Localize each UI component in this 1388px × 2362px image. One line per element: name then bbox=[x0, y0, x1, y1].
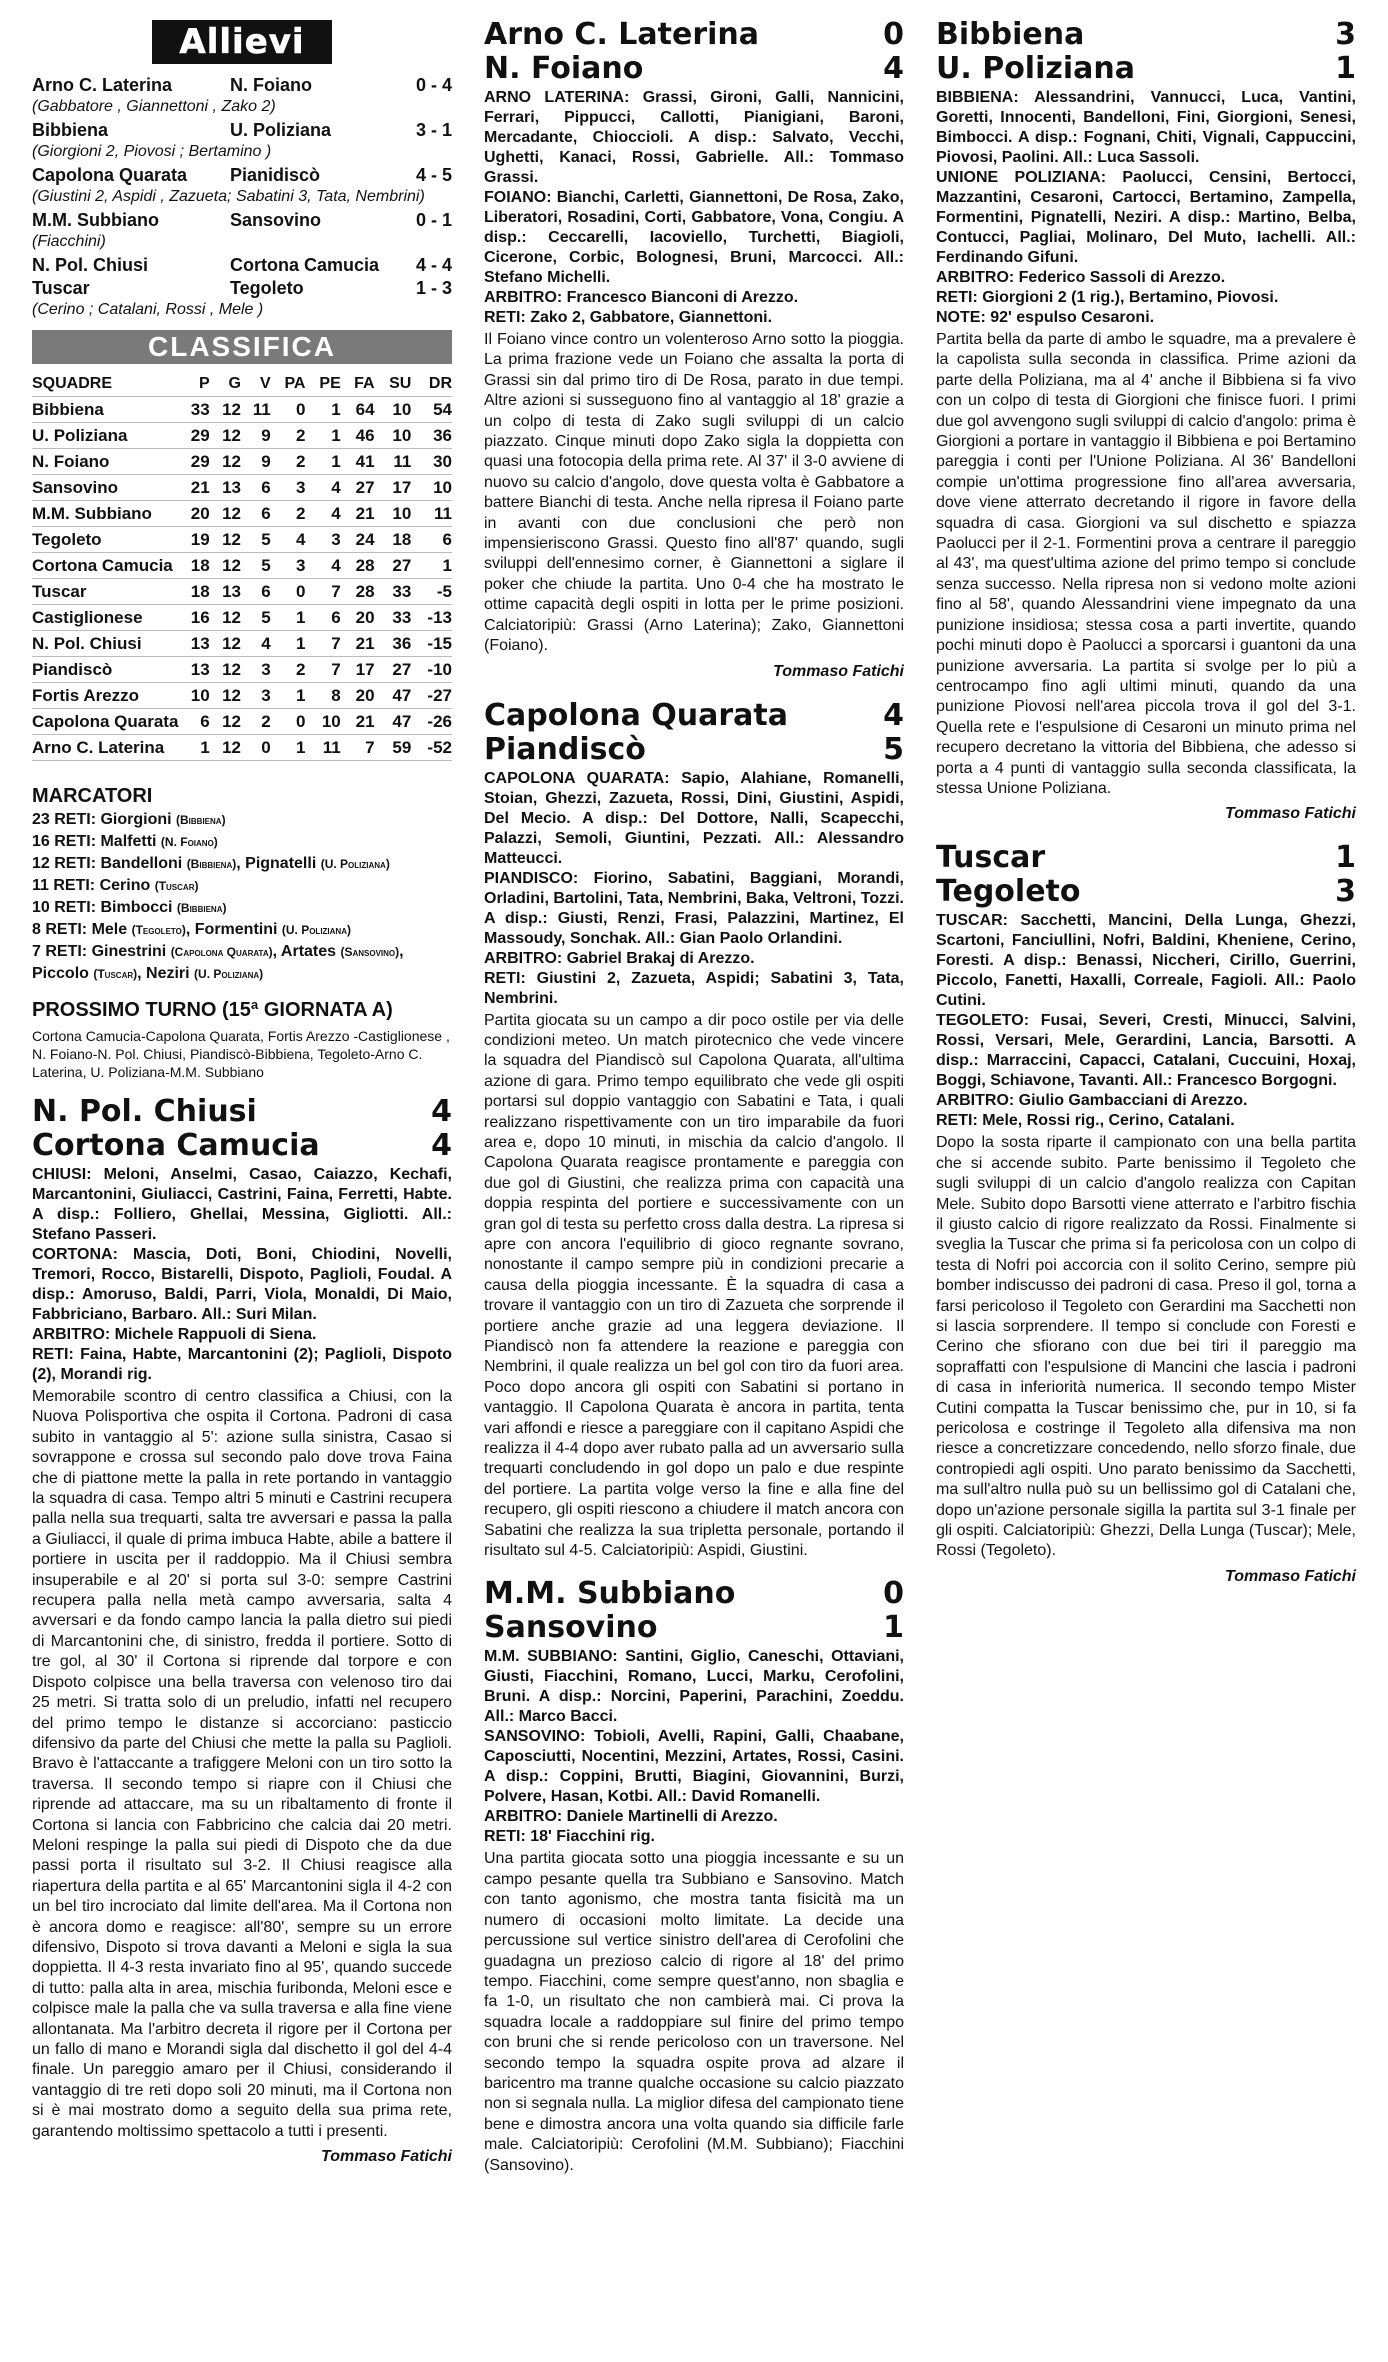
stat-cell: 2 bbox=[271, 449, 306, 475]
scorer-name: , Pignatelli bbox=[236, 855, 321, 872]
match-report bbox=[484, 699, 904, 1562]
stat-cell: 17 bbox=[341, 657, 375, 683]
stat-cell: 12 bbox=[210, 501, 241, 527]
scorer-name: 10 RETI: Bimbocci bbox=[32, 899, 177, 916]
scorer-name: 7 RETI: Ginestrini bbox=[32, 943, 171, 960]
stat-cell: 24 bbox=[341, 527, 375, 553]
match-away-line bbox=[484, 52, 904, 86]
stat-cell: -5 bbox=[411, 579, 452, 605]
match-article: Memorabile scontro di centro classifica a Chiusi, con la Nuova Polisportiva che ospita il Cortona. Padroni di casa subito in vantaggio al 5': azione sulla sinistra, Casao si sovrappone e crossa sul secondo palo dove trova Faina che di piattone mette la palla in rete portando in vantaggio la squadra di casa. Tempo altri 5 minuti e Castrini recupera palla nella sua trequarti, salta tre avversari e passa la palla a Giuliacci, il quale di prima imbuca Habte, abile a battere il portiere in uscita per il raddoppio. Ma il Chiusi sembra insuperabile e al 20' si porta sul 3-0: sempre Castrini recupera palla nella metà campo avversaria, salta 4 avversari e da fondo campo lancia la palla dietro sui piedi di Marcantonini che, di sinistro, fredda il portiere. Sotto di tre gol, al 30' il Cortona si riprende dal torpore e con Dispoto colpisce una bella traversa con velenoso tiro dai 25 metri. Si tratta solo di un preludio, infatti nel recupero del primo tempo le distanze si accorciano: pasticcio difensivo da parte del Chiusi che mette la palla su Paglioli. Bravo è l'attaccante a trafiggere Meloni con un tiro sotto la traversa. Il secondo tempo si riapre con il Chiusi che riprende ad attaccare, ma su un ribaltamento di fronte il Cortona si lancia con Fabbricino che calcia dai 20 metri. Meloni respinge la palla sui piedi di Dispoto che da due passi porta il risultato sul 3-2. Il Chiusi reagisce alla riapertura della partita e al 65' Marcantonini sigla il 4-2 con un bel tiro incrociato dal limite dell'area. Ma il Cortona non è ancora domo e reagisce: all'80', sempre su un errore difensivo, Dispoto si trova davanti a Meloni e sigla la sua doppietta. Il 4-3 resta invariato fino al 95', quando succede di tutto: palla alta in area, mischia furibonda, Meloni esce e colpisce male la palla che va sulla traversa e alla fine viene allontanata. Ma l'arbitro decreta il rigore per il Cortona per un fallo di mano e Morandi sigla dal dischetto il gol del 4-4 finale. Un pareggio amaro per il Chiusi, considerando il vantaggio di tre reti dopo soli 20 minuti, ma il Cortona non si è mai mostrato domo a seguito della sua prima rete, garantendo moltissimo spettacolo a tutti i presenti. bbox=[32, 1388, 452, 2140]
scorer-line bbox=[32, 897, 452, 919]
stat-cell: 11 bbox=[305, 735, 340, 761]
classifica-banner: CLASSIFICA bbox=[32, 330, 452, 364]
stat-cell: 6 bbox=[241, 501, 271, 527]
home-team: Bibbiena bbox=[936, 18, 1085, 52]
match-author: Tommaso Fatichi bbox=[1225, 805, 1356, 823]
match-home-line bbox=[484, 18, 904, 52]
stat-cell: 54 bbox=[411, 397, 452, 423]
stat-cell: 27 bbox=[375, 553, 412, 579]
scorer-line bbox=[32, 831, 452, 853]
table-row bbox=[32, 709, 452, 735]
table-row bbox=[32, 501, 452, 527]
stat-cell: 13 bbox=[178, 631, 209, 657]
stat-cell: 10 bbox=[375, 423, 412, 449]
stat-cell: 1 bbox=[305, 423, 340, 449]
stat-cell: 33 bbox=[375, 579, 412, 605]
stat-cell: 12 bbox=[210, 683, 241, 709]
table-row bbox=[32, 735, 452, 761]
stat-cell: 10 bbox=[411, 475, 452, 501]
results-list bbox=[32, 74, 452, 320]
result-score: 0 - 4 bbox=[415, 75, 452, 95]
home-score: 0 bbox=[883, 18, 904, 52]
stat-cell: 13 bbox=[178, 657, 209, 683]
stat-cell: 0 bbox=[271, 397, 306, 423]
result-home: M.M. Subbiano bbox=[32, 210, 159, 230]
scorer-team: (Bibbiena) bbox=[176, 901, 227, 915]
match-home-line bbox=[936, 18, 1356, 52]
away-team: Sansovino bbox=[484, 1611, 658, 1646]
result-away: N. Foiano bbox=[230, 75, 312, 95]
scorer-team: (Capolona Quarata) bbox=[170, 945, 273, 959]
stat-cell: -27 bbox=[411, 683, 452, 709]
match-author: Tommaso Fatichi bbox=[773, 662, 904, 680]
match-lineups: BIBBIENA: Alessandrini, Vannucci, Luca, Vantini, Goretti, Innocenti, Bandelloni, Fini, Giorgioni, Senesi, Bimbocci. A disp.: Fognani, Chiti, Vignali, Cappuccini, Piovosi, Paolini. All.: Luca Sassoli. UNIONE POLIZIANA: Paolucci, Censini, Bertocci, Mazzantini, Cesaroni, Cartocci, Bertamino, Zampella, Formentini, Pignatelli, Neziri. A disp.: Martino, Belba, Contucci, Pagliai, Molinaro, Del Muto, Iachelli. All.: Ferdinando Gifuni. ARBITRO: Federico Sassoli di Arezzo. RETI: Giorgioni 2 (1 rig.), Bertamino, Piovosi. NOTE: 92' espulso Cesaroni. bbox=[936, 89, 1356, 326]
stat-cell: 6 bbox=[178, 709, 209, 735]
stat-cell: 1 bbox=[305, 449, 340, 475]
stat-cell: 27 bbox=[375, 657, 412, 683]
standings-header-cell: FA bbox=[354, 375, 375, 392]
stat-cell: -10 bbox=[411, 657, 452, 683]
stat-cell: 59 bbox=[375, 735, 412, 761]
stat-cell: 7 bbox=[341, 735, 375, 761]
match-report bbox=[936, 841, 1356, 1588]
stat-cell: 20 bbox=[178, 501, 209, 527]
stat-cell: 36 bbox=[375, 631, 412, 657]
table-row bbox=[32, 449, 452, 475]
stat-cell: 0 bbox=[241, 735, 271, 761]
stat-cell: 12 bbox=[210, 553, 241, 579]
result-scorers-note: (Giorgioni 2, Piovosi ; Bertamino ) bbox=[32, 143, 272, 160]
marcatori-title: MARCATORI bbox=[32, 785, 153, 807]
table-row bbox=[32, 579, 452, 605]
standings-table bbox=[32, 372, 452, 761]
scorer-team: (U. Poliziana) bbox=[320, 857, 390, 871]
stat-cell: 21 bbox=[178, 475, 209, 501]
result-score: 1 - 3 bbox=[415, 278, 452, 298]
scorers-list bbox=[32, 809, 452, 985]
home-score: 3 bbox=[1335, 18, 1356, 52]
match-away-line bbox=[936, 875, 1356, 909]
result-away: Pianidiscò bbox=[230, 165, 321, 185]
stat-cell: 1 bbox=[271, 683, 306, 709]
team-name: N. Pol. Chiusi bbox=[32, 631, 178, 657]
stat-cell: 2 bbox=[271, 657, 306, 683]
stat-cell: -26 bbox=[411, 709, 452, 735]
stat-cell: 18 bbox=[178, 579, 209, 605]
scorer-team: (N. Foiano) bbox=[160, 835, 218, 849]
stat-cell: 36 bbox=[411, 423, 452, 449]
standings-header-cell: SQUADRE bbox=[32, 375, 113, 392]
match-report bbox=[484, 18, 904, 683]
match-report bbox=[484, 1577, 904, 2176]
stat-cell: 16 bbox=[178, 605, 209, 631]
stat-cell: 20 bbox=[341, 605, 375, 631]
stat-cell: 8 bbox=[305, 683, 340, 709]
away-team: Tegoleto bbox=[936, 875, 1081, 910]
scorer-team: (Sansovino) bbox=[340, 945, 400, 959]
match-author: Tommaso Fatichi bbox=[321, 2148, 452, 2166]
scorer-line bbox=[32, 853, 452, 875]
stat-cell: 2 bbox=[271, 501, 306, 527]
stat-cell: 10 bbox=[375, 397, 412, 423]
match-article: Una partita giocata sotto una pioggia incessante e su un campo pesante quella tra Subbiano e Sansovino. Match con tanto agonismo, che mostra tanta fisicità ma un numero di occasioni molto limitate. La decide una percussione sul vertice sinistro dell'area di Cerofolini che guadagna un prezioso calcio di rigore al 18' del primo tempo. Fiacchini, come sempre quest'anno, non sbaglia e fa 1-0, un risultato che non cambierà mai. Ci prova la squadra locale a raddoppiare sul finire del primo tempo con bruni che si rende pericoloso con un traversone. Nel secondo tempo la squadra ospite prova ad alzare il baricentro ma tranne qualche occasione su calcio piazzato non si segnala nulla. La miglior difesa del campionato tiene bene e dimostra ancora una volta quando sia difficile farle male. Calciatoripiù: Cerofolini (M.M. Subbiano); Fiacchini (Sansovino). bbox=[484, 1850, 904, 2174]
stat-cell: 12 bbox=[210, 735, 241, 761]
stat-cell: 20 bbox=[341, 683, 375, 709]
result-score: 4 - 5 bbox=[415, 165, 452, 185]
stat-cell: 6 bbox=[241, 475, 271, 501]
column-middle bbox=[484, 18, 904, 2192]
stat-cell: 3 bbox=[305, 527, 340, 553]
scorer-name: 23 RETI: Giorgioni bbox=[32, 811, 177, 828]
stat-cell: 1 bbox=[271, 605, 306, 631]
stat-cell: 28 bbox=[341, 553, 375, 579]
match-home-line bbox=[484, 699, 904, 733]
stat-cell: -15 bbox=[411, 631, 452, 657]
stat-cell: 11 bbox=[411, 501, 452, 527]
match-article: Partita giocata su un campo a dir poco ostile per via delle condizioni meteo. Un match pirotecnico che vede vincere la squadra del Piandiscò sul Capolona Quarata, all'ultima azione di gara. Primo tempo equilibrato che vede gli ospiti portarsi sul doppio vantaggio con Sabatini e Tata, i quali realizzano rispettivamente con un tiro imparabile da fuori area e, dopo 10 minuti, in mischia da calcio d'angolo. Il Capolona Quarata reagisce prontamente e pareggia con due gol di Giustini, che realizza prima con capacità una doppia respinta del portiere e successivamente con un gran gol di testa su perfetto cross dalla destra. La ripresa si apre con ancora l'equilibrio di gioco regnante sovrano, nonostante il campo sempre più in condizioni precarie a causa della pioggia incessante. È la squadra di casa a trovare il vantaggio con un tiro di Zazueta che sorprende il portiere anche grazie ad una leggera deviazione. Il Piandiscò non fa attendere la reazione e pareggia con Nembrini, il quale realizza un bel gol con tiro da fuori area. Poco dopo ancora gli ospiti con Sabatini si portano in vantaggio. Il Capolona Quarata è ancora in partita, tenta vari affondi e riesce a pareggiare con il capitano Aspidi che realizza il 4-4 dopo aver rubato palla ad un avversario sulla trequarti concludendo in gol dopo un palo e due respinte del portiere. La partita volge verso la fine e alla fine del recupero, gli ospiti riescono a chiudere il match ancora con Sabatini che realizza la sua tripletta personale, portando il risultato sul 4-5. Calciatoripiù: Aspidi, Giustini. bbox=[484, 1011, 904, 1560]
stat-cell: 1 bbox=[178, 735, 209, 761]
scorer-name: , Artates bbox=[272, 943, 341, 960]
stat-cell: 0 bbox=[271, 709, 306, 735]
stat-cell: 29 bbox=[178, 449, 209, 475]
home-team: Tuscar bbox=[936, 841, 1046, 876]
team-name: Bibbiena bbox=[32, 397, 178, 423]
stat-cell: 4 bbox=[305, 475, 340, 501]
stat-cell: 17 bbox=[375, 475, 412, 501]
away-score: 4 bbox=[431, 1128, 452, 1163]
away-score: 5 bbox=[883, 731, 904, 767]
stat-cell: 5 bbox=[241, 605, 271, 631]
match-away-line bbox=[484, 733, 904, 767]
scorer-line bbox=[32, 919, 452, 941]
result-row bbox=[32, 209, 452, 232]
scorer-team: (U. Poliziana) bbox=[281, 923, 351, 937]
home-score: 4 bbox=[883, 697, 904, 733]
result-scorers-note: (Fiacchini) bbox=[32, 233, 106, 250]
home-team: Arno C. Laterina bbox=[484, 18, 760, 52]
stat-cell: 1 bbox=[271, 735, 306, 761]
stat-cell: 19 bbox=[178, 527, 209, 553]
scorer-line bbox=[32, 875, 452, 897]
match-lineups: ARNO LATERINA: Grassi, Gironi, Galli, Nannicini, Ferrari, Pippucci, Callotti, Pianigiani, Baroni, Mercadante, Chioccioli. A disp.: Salvato, Vecchi, Ughetti, Kanaci, Rossi, Gabrielle. All.: Tommaso Grassi. FOIANO: Bianchi, Carletti, Giannettoni, De Rosa, Zako, Liberatori, Rosadini, Corti, Gabbatore, Vona, Congiu. A disp.: Ceccarelli, Iacoviello, Turchetti, Biagioli, Cicerone, Corbic, Bolognesi, Bruni, Marcocci. All.: Stefano Michelli. ARBITRO: Francesco Bianconi di Arezzo. RETI: Zako 2, Gabbatore, Giannettoni. bbox=[484, 89, 904, 326]
team-name: Castiglionese bbox=[32, 605, 178, 631]
table-row bbox=[32, 605, 452, 631]
match-home-line bbox=[32, 1095, 452, 1129]
scorer-name: 12 RETI: Bandelloni bbox=[32, 855, 187, 872]
scorer-name: 16 RETI: Malfetti bbox=[32, 833, 161, 850]
scorer-team: (Tuscar) bbox=[154, 879, 199, 893]
table-row bbox=[32, 657, 452, 683]
scorer-line bbox=[32, 809, 452, 831]
result-row bbox=[32, 119, 452, 142]
column-right bbox=[936, 18, 1356, 1604]
result-score: 0 - 1 bbox=[415, 210, 452, 230]
result-home: Arno C. Laterina bbox=[32, 75, 173, 95]
stat-cell: 41 bbox=[341, 449, 375, 475]
stat-cell: 12 bbox=[210, 397, 241, 423]
result-home: Bibbiena bbox=[32, 120, 109, 140]
stat-cell: 64 bbox=[341, 397, 375, 423]
home-score: 4 bbox=[431, 1094, 452, 1129]
table-row bbox=[32, 527, 452, 553]
stat-cell: 0 bbox=[271, 579, 306, 605]
stat-cell: 12 bbox=[210, 449, 241, 475]
team-name: Capolona Quarata bbox=[32, 709, 178, 735]
away-score: 3 bbox=[1335, 874, 1356, 910]
result-away: Tegoleto bbox=[230, 278, 304, 298]
standings-header-cell: G bbox=[228, 375, 241, 392]
table-row bbox=[32, 631, 452, 657]
away-score: 4 bbox=[883, 51, 904, 86]
stat-cell: 21 bbox=[341, 709, 375, 735]
stat-cell: 33 bbox=[178, 397, 209, 423]
scorer-name: , Formentini bbox=[185, 921, 282, 938]
standings-header-cell: V bbox=[260, 375, 271, 392]
standings-header-cell: SU bbox=[389, 375, 412, 392]
stat-cell: 6 bbox=[305, 605, 340, 631]
match-article: Partita bella da parte di ambo le squadre, ma a prevalere è la capolista sulla seconda in classifica. Prime azioni da parte della Poliziana, ma al 4' anche il Bibbiena si fa vivo con un colpo di testa di Giorgioni che finisce fuori. I primi due gol avvengono sugli sviluppi di calcio d'angolo: prima è Giorgioni a portare in vantaggio il Bibbiena e poi Bertamino pareggia i conti per l'Unione Poliziana. Al 36' Bandelloni compie un'ottima progressione fino all'area avversaria, dove viene atterrato decretando il rigore in favore della squadra di casa. Giorgioni va sul dischetto e spiazza Paolucci per il 2-1. Formentini prova a centrare il pareggio al 43', ma quest'ultima azione del primo tempo si conclude senza successo. Nella ripresa non si vedono molte azioni fino al 58', quando Alessandrini viene impegnato da una punizione insidiosa; stessa cosa a parti invertite, quando pochi minuti dopo è Paolucci a sporcarsi i guantoni da una punizione avversaria. La partita si svolge per lo più a centrocampo fino agli ultimi minuti, quando da una punizione Piovosi nell'area piccola trova il gol del 3-1. Quella rete e l'espulsione di Cesaroni un minuto prima nel recupero decretano la vittoria del Bibbiena, che adesso si porta a 4 punti di vantaggio sulla seconda classificata, la stessa Unione Poliziana. bbox=[936, 331, 1356, 797]
team-name: Tuscar bbox=[32, 579, 178, 605]
stat-cell: 4 bbox=[305, 553, 340, 579]
match-article: Il Foiano vince contro un volenteroso Arno sotto la pioggia. La prima frazione vede un Foiano che assalta la porta di Grassi sin dal primo tiro di De Rosa, parato in due tempi. Altre azioni si susseguono fino al vantaggio al 18' grazie a un colpo di testa di Zako sugli sviluppi di un calcio piazzato. Cinque minuti dopo Zako sigla la doppietta con quasi una fotocopia della prima rete. Al 37' il 3-0 avviene di nuovo su calcio d'angolo, dove questa volta è Gabbatore a battere Bianchi di testa. Anche nella ripresa il Foiano parte in avanti con due conclusioni che però non impensieriscono Grassi. Questo fino all'87' quando, sugli sviluppi dell'ennesimo corner, è Giannettoni a siglare il poker che chiude la partita. Uno 0-4 che ha mostrato le ottime capacità degli ospiti in lotta per le prime posizioni. Calciatoripiù: Grassi (Arno Laterina); Zako, Giannettoni (Foiano). bbox=[484, 331, 904, 655]
stat-cell: 30 bbox=[411, 449, 452, 475]
team-name: Tegoleto bbox=[32, 527, 178, 553]
scorer-team: (U. Poliziana) bbox=[194, 967, 264, 981]
result-row bbox=[32, 277, 452, 300]
column-left-matches bbox=[32, 1095, 452, 2168]
stat-cell: 10 bbox=[375, 501, 412, 527]
team-name: Cortona Camucia bbox=[32, 553, 178, 579]
home-team: Capolona Quarata bbox=[484, 698, 789, 733]
match-lineups: M.M. SUBBIANO: Santini, Giglio, Caneschi, Ottaviani, Giusti, Fiacchini, Romano, Lucci, Marku, Cerofolini, Bruni. A disp.: Norcini, Paperini, Parachini, Zoeddu. All.: Marco Bacci. SANSOVINO: Tobioli, Avelli, Rapini, Galli, Chaabane, Caposciutti, Nocentini, Mezzini, Artates, Rossi, Casini. A disp.: Coppini, Brutti, Biagini, Giovannini, Burzi, Polvere, Hasan, Kotbi. All.: David Romanelli. ARBITRO: Daniele Martinelli di Arezzo. RETI: 18' Fiacchini rig. bbox=[484, 1648, 904, 1846]
match-home-line bbox=[936, 841, 1356, 875]
standings-header-row bbox=[32, 372, 452, 397]
stat-cell: 1 bbox=[411, 553, 452, 579]
team-name: N. Foiano bbox=[32, 449, 178, 475]
home-team: N. Pol. Chiusi bbox=[32, 1095, 257, 1129]
result-row bbox=[32, 74, 452, 97]
stat-cell: 5 bbox=[241, 527, 271, 553]
scorer-name: 8 RETI: Mele bbox=[32, 921, 132, 938]
stat-cell: 9 bbox=[241, 449, 271, 475]
result-row bbox=[32, 254, 452, 277]
stat-cell: 10 bbox=[305, 709, 340, 735]
column-left bbox=[32, 18, 452, 2184]
team-name: Fortis Arezzo bbox=[32, 683, 178, 709]
standings-header-cell: P bbox=[199, 375, 210, 392]
scorer-team: (Tegoleto) bbox=[131, 923, 186, 937]
home-team: M.M. Subbiano bbox=[484, 1577, 736, 1612]
stat-cell: 47 bbox=[375, 709, 412, 735]
stat-cell: 4 bbox=[241, 631, 271, 657]
standings-header-cell: PA bbox=[284, 375, 306, 392]
stat-cell: 21 bbox=[341, 501, 375, 527]
result-away: Sansovino bbox=[230, 210, 322, 230]
team-name: Sansovino bbox=[32, 475, 178, 501]
stat-cell: 12 bbox=[210, 631, 241, 657]
stat-cell: 4 bbox=[271, 527, 306, 553]
match-lineups: CAPOLONA QUARATA: Sapio, Alahiane, Romanelli, Stoian, Ghezzi, Zazueta, Rossi, Dini, Giustini, Aspidi, Del Mecio. A disp.: Del Dottore, Nalli, Scapecchi, Palazzi, Semoli, Giuntini, Pezzati. All.: Alessandro Matteucci. PIANDISCO: Fiorino, Sabatini, Baggiani, Morandi, Orladini, Bartolini, Tata, Nembrini, Baka, Veltroni, Tozzi. A disp.: Giusti, Renzi, Frasi, Palazzini, Martinez, El Massoudy, Sonchak. All.: Gian Paolo Orlandini. ARBITRO: Gabriel Brakaj di Arezzo. RETI: Giustini 2, Zazueta, Aspidi; Sabatini 3, Tata, Nembrini. bbox=[484, 769, 904, 1007]
stat-cell: 11 bbox=[241, 397, 271, 423]
stat-cell: 5 bbox=[241, 553, 271, 579]
stat-cell: 28 bbox=[341, 579, 375, 605]
stat-cell: -13 bbox=[411, 605, 452, 631]
stat-cell: 21 bbox=[341, 631, 375, 657]
stat-cell: 2 bbox=[271, 423, 306, 449]
scorer-name: 11 RETI: Cerino bbox=[32, 877, 155, 894]
match-author: Tommaso Fatichi bbox=[1225, 1567, 1356, 1585]
stat-cell: 27 bbox=[341, 475, 375, 501]
stat-cell: 18 bbox=[178, 553, 209, 579]
stat-cell: 18 bbox=[375, 527, 412, 553]
scorer-name: , Neziri bbox=[137, 965, 195, 982]
stat-cell: 11 bbox=[375, 449, 412, 475]
match-lineups: CHIUSI: Meloni, Anselmi, Casao, Caiazzo, Kechafi, Marcantonini, Giuliacci, Castrini, Faina, Ferretti, Habte. A disp.: Folliero, Ghellai, Messina, Gigliotti. All.: Stefano Passeri. CORTONA: Mascia, Doti, Boni, Chiodini, Novelli, Tremori, Rocco, Bistarelli, Dispoto, Paglioli, Foudal. A disp.: Amoruso, Baldi, Parri, Viola, Monaldi, Di Maio, Fabbriciano, Barbaro. All.: Suri Milan. ARBITRO: Michele Rappuoli di Siena. RETI: Faina, Habte, Marcantonini (2); Paglioli, Dispoto (2), Morandi rig. bbox=[32, 1166, 452, 1383]
team-name: M.M. Subbiano bbox=[32, 501, 178, 527]
prossimo-turno-text: Cortona Camucia-Capolona Quarata, Fortis Arezzo -Castiglionese , N. Foiano-N. Pol. Chiusi, Piandiscò-Bibbiena, Tegoleto-Arno C. Laterina, U. Poliziana-M.M. Subbiano bbox=[32, 1028, 450, 1080]
stat-cell: 13 bbox=[210, 579, 241, 605]
match-home-line bbox=[484, 1577, 904, 1611]
stat-cell: 6 bbox=[241, 579, 271, 605]
stat-cell: 46 bbox=[341, 423, 375, 449]
away-team: Cortona Camucia bbox=[32, 1129, 320, 1163]
stat-cell: 7 bbox=[305, 631, 340, 657]
stat-cell: 47 bbox=[375, 683, 412, 709]
result-home: Tuscar bbox=[32, 278, 90, 298]
match-lineups: TUSCAR: Sacchetti, Mancini, Della Lunga, Ghezzi, Scartoni, Fanciullini, Nofri, Baldini, Kheniene, Cerino, Foresti. A disp.: Benassi, Niccheri, Cirillo, Guerrini, Piccolo, Fanetti, Haxalli, Correale, Fagioli. All.: Paolo Cutini. TEGOLETO: Fusai, Severi, Cresti, Minucci, Salvini, Rossi, Versari, Mele, Gerardini, Lancia, Barsotti. A disp.: Marraccini, Capacci, Catalani, Cuccuini, Hoxaj, Boggi, Schiavone, Tavanti. All.: Francesco Borgogni. ARBITRO: Giulio Gambacciani di Arezzo. RETI: Mele, Rossi rig., Cerino, Catalani. bbox=[936, 912, 1356, 1130]
result-away: U. Poliziana bbox=[230, 120, 332, 140]
match-report bbox=[32, 1095, 452, 2168]
result-score: 4 - 4 bbox=[415, 255, 452, 275]
stat-cell: 3 bbox=[271, 553, 306, 579]
scorer-line bbox=[32, 941, 452, 985]
scorer-team: (Bibbiena) bbox=[186, 857, 237, 871]
stat-cell: 6 bbox=[411, 527, 452, 553]
home-score: 1 bbox=[1335, 840, 1356, 876]
table-row bbox=[32, 423, 452, 449]
stat-cell: 3 bbox=[241, 657, 271, 683]
scorer-name: , Piccolo bbox=[32, 943, 404, 982]
team-name: Arno C. Laterina bbox=[32, 735, 178, 761]
stat-cell: 2 bbox=[241, 709, 271, 735]
stat-cell: 4 bbox=[305, 501, 340, 527]
stat-cell: 12 bbox=[210, 527, 241, 553]
team-name: Piandiscò bbox=[32, 657, 178, 683]
stat-cell: 12 bbox=[210, 657, 241, 683]
away-team: Piandiscò bbox=[484, 732, 646, 767]
result-home: N. Pol. Chiusi bbox=[32, 255, 149, 275]
team-name: U. Poliziana bbox=[32, 423, 178, 449]
stat-cell: 3 bbox=[241, 683, 271, 709]
away-team: N. Foiano bbox=[484, 52, 644, 86]
stat-cell: 12 bbox=[210, 709, 241, 735]
table-row bbox=[32, 475, 452, 501]
stat-cell: 1 bbox=[305, 397, 340, 423]
scorer-team: (Bibbiena) bbox=[176, 813, 226, 827]
stat-cell: 13 bbox=[210, 475, 241, 501]
result-scorers-note: (Gabbatore , Giannettoni , Zako 2) bbox=[32, 98, 276, 115]
away-score: 1 bbox=[1335, 51, 1356, 86]
stat-cell: 9 bbox=[241, 423, 271, 449]
match-away-line bbox=[32, 1129, 452, 1163]
stat-cell: 10 bbox=[178, 683, 209, 709]
result-scorers-note: (Giustini 2, Aspidi , Zazueta; Sabatini 3, Tata, Nembrini) bbox=[32, 188, 425, 205]
stat-cell: 12 bbox=[210, 605, 241, 631]
match-article: Dopo la sosta riparte il campionato con una bella partita che si accende subito. Parte benissimo il Tegoleto che sugli sviluppi di un calcio d'angolo realizza con Capitan Mele. Subito dopo Barsotti viene atterrato e l'arbitro fischia il giusto calcio di rigore realizzato da Rossi. Finalmente si sveglia la Tuscar che prima si fa pericolosa con un colpo di testa di Nofri poi accorcia con il solito Cerino, sempre più bomber indiscusso dei padroni di casa. Preso il gol, torna a farsi pericoloso il Tegoleto con Gerardini ma Sacchetti non si lascia sorprendere. Il tempo si conclude con Foresti e Cerino che sfiorano con due bei tiri il pareggio ma sopraffatti con l'espulsione di Mancini che lascia i padroni di casa in inferiorità numerica. Il secondo tempo Mister Cutini compatta la Tuscar benissimo che, pur in 10, si fa pericolosa e costringe il Tegoleto alla difensiva ma non riesce a concretizzare concedendo, nello sforzo finale, due contropiedi agli ospiti. Uno parato benissimo da Sacchetti, ma sull'altro nulla può su un bellissimo gol di Catalani che, dopo un'azione personale sigilla la partita sul 3-1 finale per gli ospiti. Calciatoripiù: Ghezzi, Della Lunga (Tuscar); Mele, Rossi (Tegoleto). bbox=[936, 1134, 1356, 1560]
stat-cell: 7 bbox=[305, 657, 340, 683]
match-away-line bbox=[936, 52, 1356, 86]
result-home: Capolona Quarata bbox=[32, 165, 188, 185]
table-row bbox=[32, 683, 452, 709]
home-score: 0 bbox=[883, 1576, 904, 1612]
away-team: U. Poliziana bbox=[936, 52, 1135, 86]
stat-cell: 12 bbox=[210, 423, 241, 449]
scorer-team: (Tuscar) bbox=[93, 967, 138, 981]
result-row bbox=[32, 164, 452, 187]
stat-cell: -52 bbox=[411, 735, 452, 761]
prossimo-turno-title: PROSSIMO TURNO (15ª GIORNATA A) bbox=[32, 999, 393, 1021]
table-row bbox=[32, 553, 452, 579]
stat-cell: 29 bbox=[178, 423, 209, 449]
standings-header-cell: DR bbox=[428, 375, 452, 392]
allievi-banner: Allievi bbox=[152, 20, 332, 64]
result-score: 3 - 1 bbox=[415, 120, 452, 140]
away-score: 1 bbox=[883, 1610, 904, 1646]
match-report bbox=[936, 18, 1356, 825]
stat-cell: 33 bbox=[375, 605, 412, 631]
result-scorers-note: (Cerino ; Catalani, Rossi , Mele ) bbox=[32, 301, 264, 318]
match-away-line bbox=[484, 1611, 904, 1645]
stat-cell: 7 bbox=[305, 579, 340, 605]
stat-cell: 3 bbox=[271, 475, 306, 501]
standings-header-cell: PE bbox=[319, 375, 341, 392]
result-away: Cortona Camucia bbox=[230, 255, 380, 275]
table-row bbox=[32, 397, 452, 423]
stat-cell: 1 bbox=[271, 631, 306, 657]
